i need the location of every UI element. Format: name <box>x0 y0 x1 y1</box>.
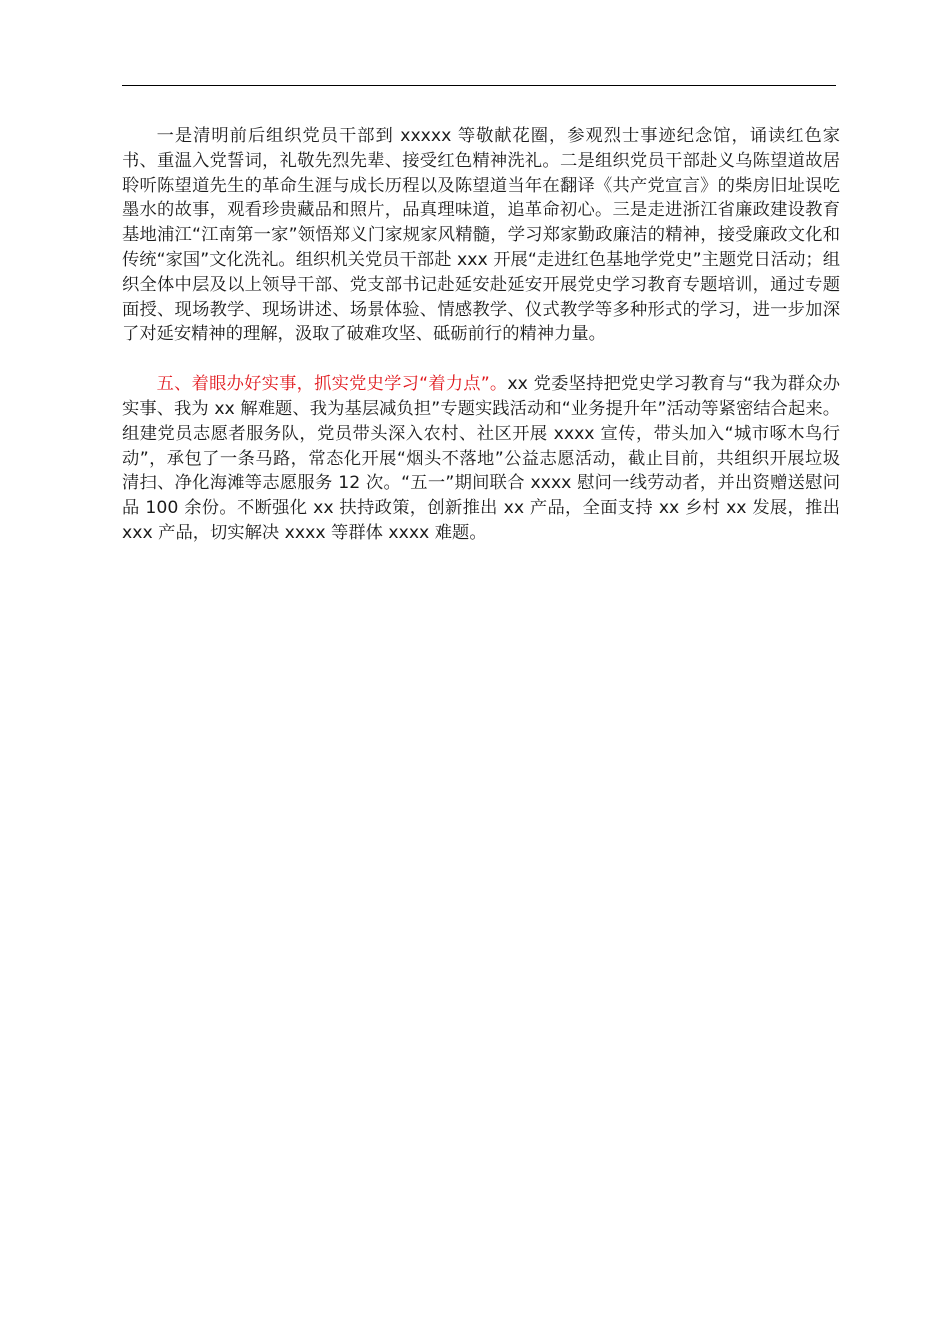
paragraph-2-text: xx 党委坚持把党史学习教育与“我为群众办实事、我为 xx 解难题、我为基层减负担”专题实践活动和“业务提升年”活动等紧密结合起来。组建党员志愿者服务队，党员带头深入农村、社区开展 xxxx 宣传，带头加入“城市啄木鸟行动”，承包了一条马路，常态化开展“烟头不落地”公益志愿活动，截止目前，共组织开展垃圾清扫、净化海滩等志愿服务 12 次。“五一”期间联合 xxxx 慰问一线劳动者，并出资赠送慰问品 100 余份。不断强化 xx 扶持政策，创新推出 xx 产品，全面支持 xx 乡村 xx 发展，推出 xxx 产品，切实解决 xxxx 等群体 xxxx 难题。 <box>122 374 840 543</box>
document-body <box>122 124 840 546</box>
header-rule <box>122 85 836 86</box>
paragraph-1 <box>122 124 840 347</box>
section-heading-5: 五、着眼办好实事，抓实党史学习“着力点”。 <box>156 374 508 395</box>
paragraph-2 <box>122 372 840 546</box>
paragraph-1-text: 一是清明前后组织党员干部到 xxxxx 等敬献花圈，参观烈士事迹纪念馆，诵读红色家书、重温入党誓词，礼敬先烈先辈、接受红色精神洗礼。二是组织党员干部赴义乌陈望道故居聆听陈望道先生的革命生涯与成长历程以及陈望道当年在翻译《共产党宣言》的柴房旧址误吃墨水的故事，观看珍贵藏品和照片，品真理味道，追革命初心。三是走进浙江省廉政建设教育基地浦江“江南第一家”领悟郑义门家规家风精髓，学习郑家勤政廉洁的精神，接受廉政文化和传统“家国”文化洗礼。组织机关党员干部赴 xxx 开展“走进红色基地学党史”主题党日活动；组织全体中层及以上领导干部、党支部书记赴延安赴延安开展党史学习教育专题培训，通过专题面授、现场教学、现场讲述、场景体验、情感教学、仪式教学等多种形式的学习，进一步加深了对延安精神的理解，汲取了破难攻坚、砥砺前行的精神力量。 <box>122 126 840 345</box>
